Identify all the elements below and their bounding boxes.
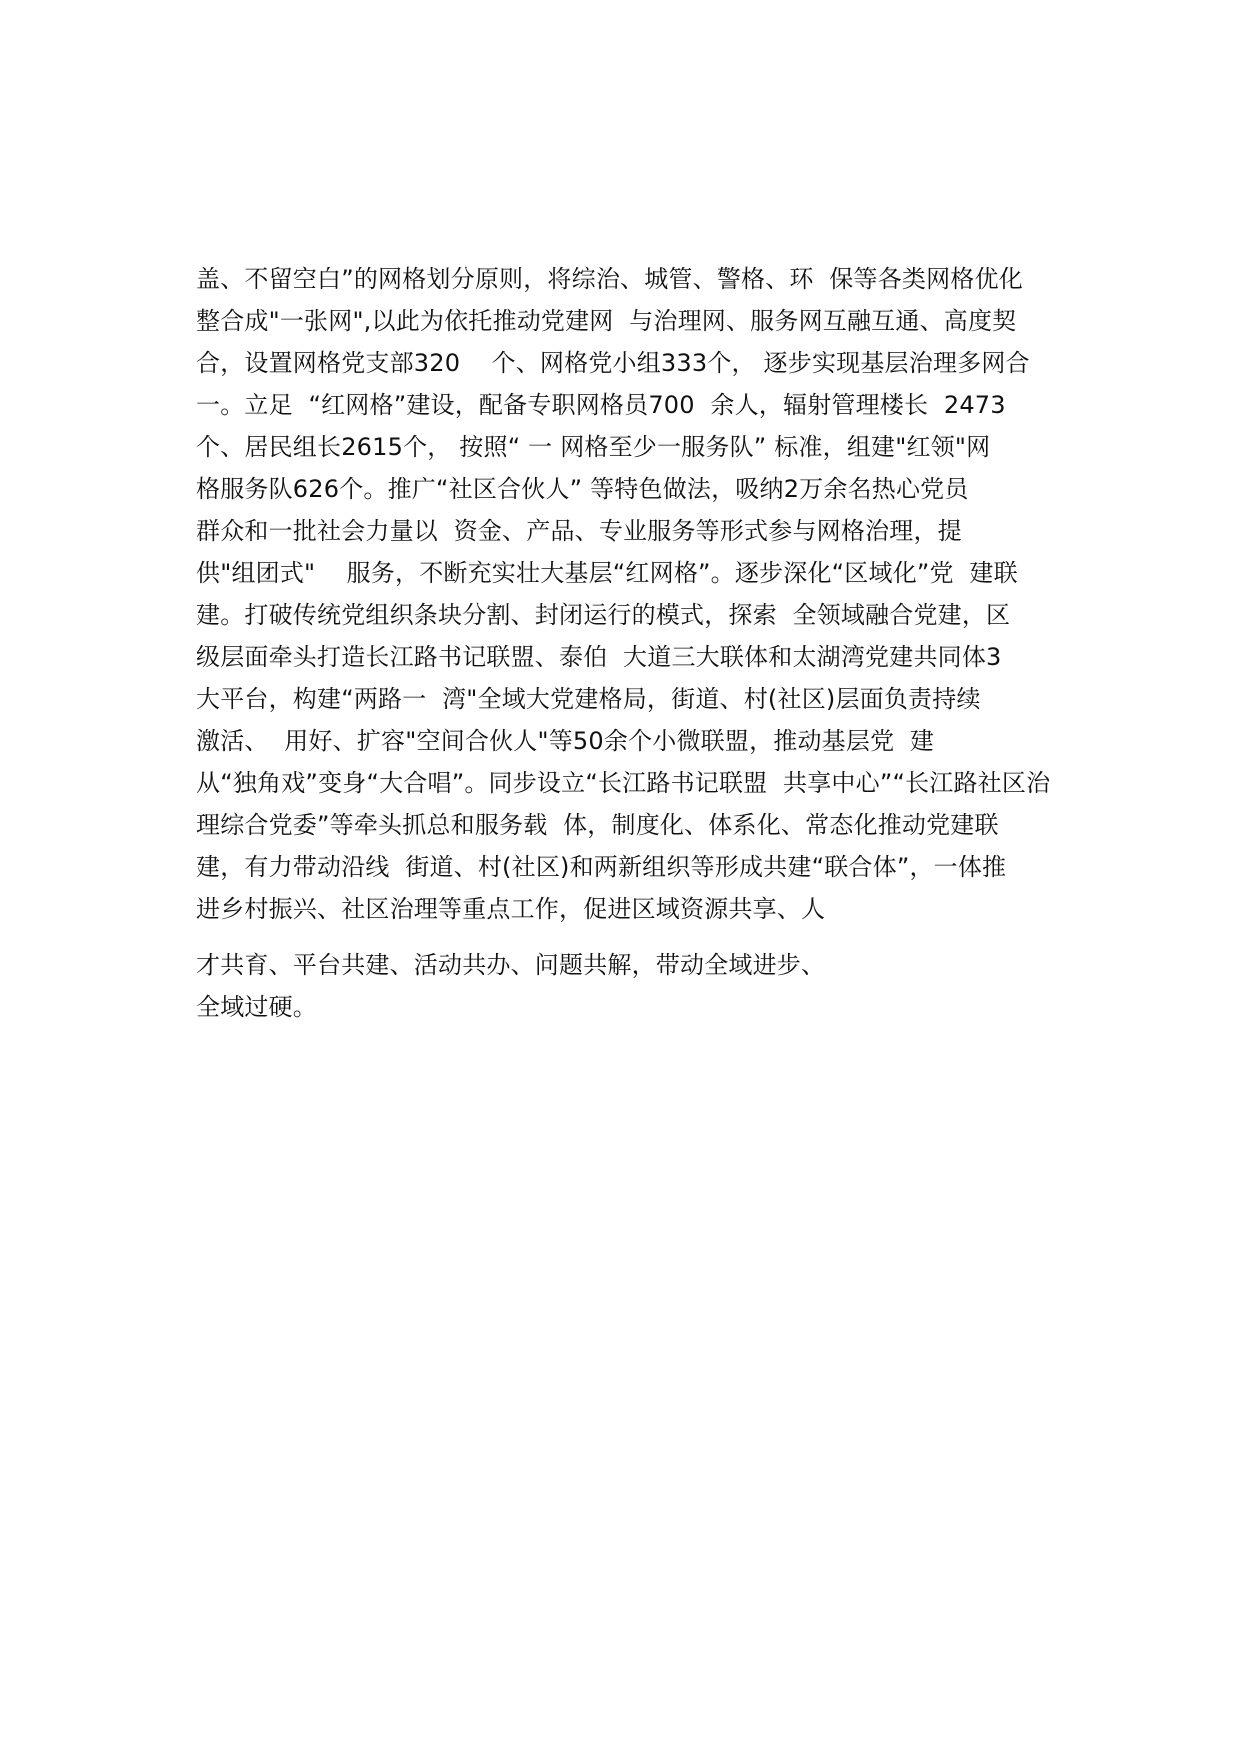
text-line: 群众和一批社会力量以 资金、产品、专业服务等形式参与网格治理，提 [196, 517, 962, 545]
text-line: 合，设置网格党支部320 个、网格党小组333个， 逐步实现基层治理多网合 [196, 349, 1030, 377]
text-line: 进乡村振兴、社区治理等重点工作，促进区域资源共享、人 [196, 895, 826, 923]
text-line: 级层面牵头打造长江路书记联盟、泰伯 大道三大联体和太湖湾党建共同体3 [196, 643, 1002, 671]
text-line: 才共育、平台共建、活动共办、问题共解，带动全域进步、 [196, 951, 826, 979]
text-line: 盖、不留空白”的网格划分原则，将综治、城管、警格、环 保等各类网格优化 [196, 265, 1023, 293]
paragraph-gap [196, 930, 1116, 944]
text-line: 一。立足 “红网格”建设，配备专职网格员700 余人，辐射管理楼长 2473 [196, 391, 1006, 419]
text-line: 个、居民组长2615个， 按照“ 一 网格至少一服务队” 标准，组建"红领"网 [196, 433, 991, 461]
text-line: 理综合党委”等牵头抓总和服务载 体，制度化、体系化、常态化推动党建联 [196, 811, 999, 839]
text-line: 从“独角戏”变身“大合唱”。同步设立“长江路书记联盟 共享中心”“长江路社区治 [196, 769, 1051, 797]
text-line: 建，有力带动沿线 街道、村(社区)和两新组织等形成共建“联合体”，一体推 [196, 853, 1007, 881]
text-line: 整合成"一张网",以此为依托推动党建网 与治理网、服务网互融互通、高度契 [196, 307, 1017, 335]
text-line: 格服务队626个。推广“社区合伙人” 等特色做法，吸纳2万余名热心党员 [196, 475, 969, 503]
text-line: 供"组团式" 服务，不断充实壮大基层“红网格”。逐步深化“区域化”党 建联 [196, 559, 1018, 587]
text-line: 大平台，构建“两路一 湾"全域大党建格局，街道、村(社区)层面负责持续 [196, 685, 981, 713]
text-line: 激活、 用好、扩容"空间合伙人"等50余个小微联盟，推动基层党 建 [196, 727, 935, 755]
text-line: 全域过硬。 [196, 993, 317, 1021]
text-line: 建。打破传统党组织条块分割、封闭运行的模式，探索 全领域融合党建，区 [196, 601, 1011, 629]
body-text [196, 258, 1116, 1028]
